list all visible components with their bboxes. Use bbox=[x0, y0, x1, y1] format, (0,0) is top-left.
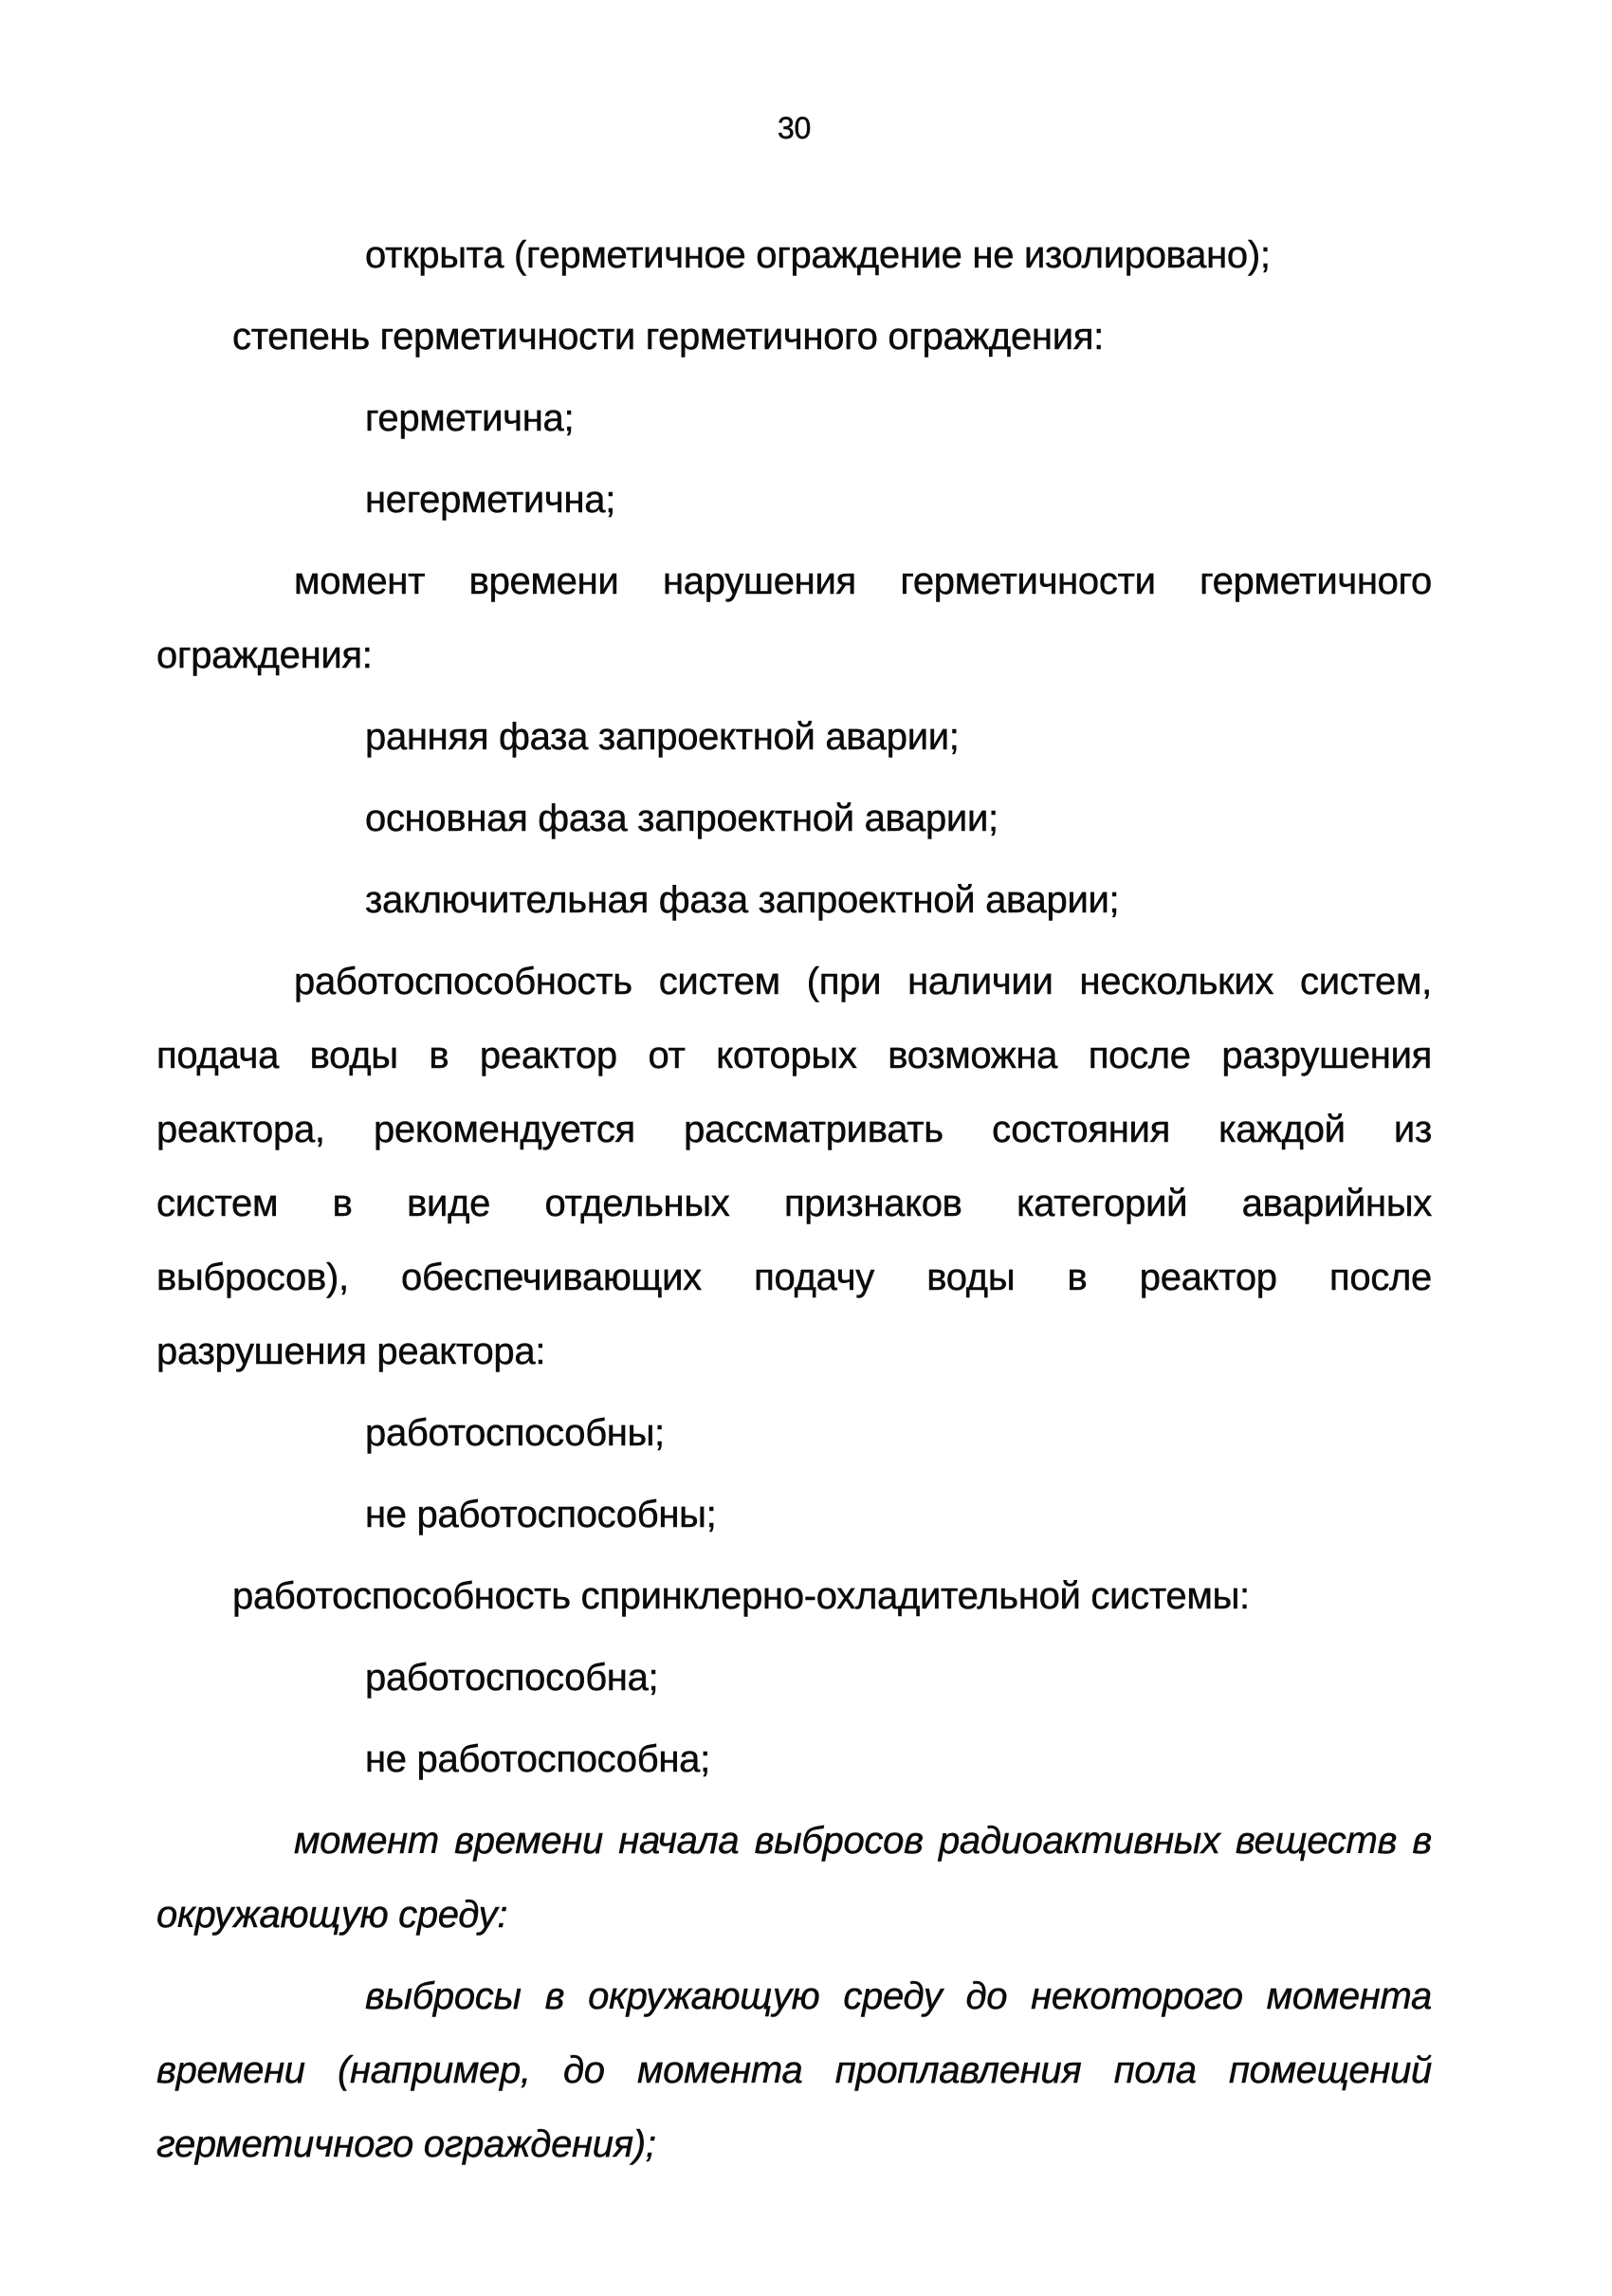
text-line: выбросы в окружающую среду до некоторого момента bbox=[365, 1975, 1432, 2017]
list-item: не работоспособна; bbox=[365, 1738, 710, 1780]
page-body bbox=[156, 218, 1432, 2181]
text-line: выбросов), обеспечивающих подачу воды в реактор после bbox=[156, 1257, 1432, 1298]
list-item: не работоспособны; bbox=[365, 1494, 717, 1535]
list-item: ранняя фаза запроектной аварии; bbox=[365, 716, 960, 758]
text-line: окружающую среду: bbox=[156, 1894, 508, 1936]
list-item: основная фаза запроектной аварии; bbox=[365, 798, 998, 839]
text-line: ограждения: bbox=[156, 634, 373, 676]
list-item: герметична; bbox=[365, 397, 575, 439]
text-line: момент времени нарушения герметичности герметичного bbox=[294, 560, 1432, 602]
text-line: реактора, рекомендуется рассматривать состояния каждой из bbox=[156, 1109, 1432, 1150]
paragraph bbox=[156, 1804, 1432, 1952]
text-line: разрушения реактора: bbox=[156, 1331, 546, 1372]
page-number: 30 bbox=[778, 111, 811, 145]
text-line: времени (например, до момента проплавления пола помещений bbox=[156, 2049, 1432, 2091]
text-line: герметичного ограждения); bbox=[156, 2123, 656, 2165]
text-line: момент времени начала выбросов радиоактивных веществ в bbox=[294, 1820, 1432, 1862]
list-item: негерметична; bbox=[365, 479, 616, 521]
list-item: работоспособна; bbox=[365, 1657, 659, 1699]
paragraph bbox=[156, 945, 1432, 1388]
text-line: подача воды в реактор от которых возможна после разрушения bbox=[156, 1035, 1432, 1076]
list-item: открыта (герметичное ограждение не изолировано); bbox=[365, 234, 1271, 276]
text-line: систем в виде отдельных признаков категорий аварийных bbox=[156, 1183, 1432, 1224]
list-item: заключительная фаза запроектной аварии; bbox=[365, 879, 1120, 921]
list-item: степень герметичности герметичного ограждения: bbox=[232, 316, 1104, 358]
list-item: работоспособность спринклерно-охладительной системы: bbox=[232, 1575, 1250, 1617]
paragraph bbox=[156, 1959, 1432, 2181]
text-line: работоспособность систем (при наличии нескольких систем, bbox=[294, 961, 1432, 1002]
list-item: работоспособны; bbox=[365, 1412, 665, 1454]
paragraph bbox=[156, 544, 1432, 692]
